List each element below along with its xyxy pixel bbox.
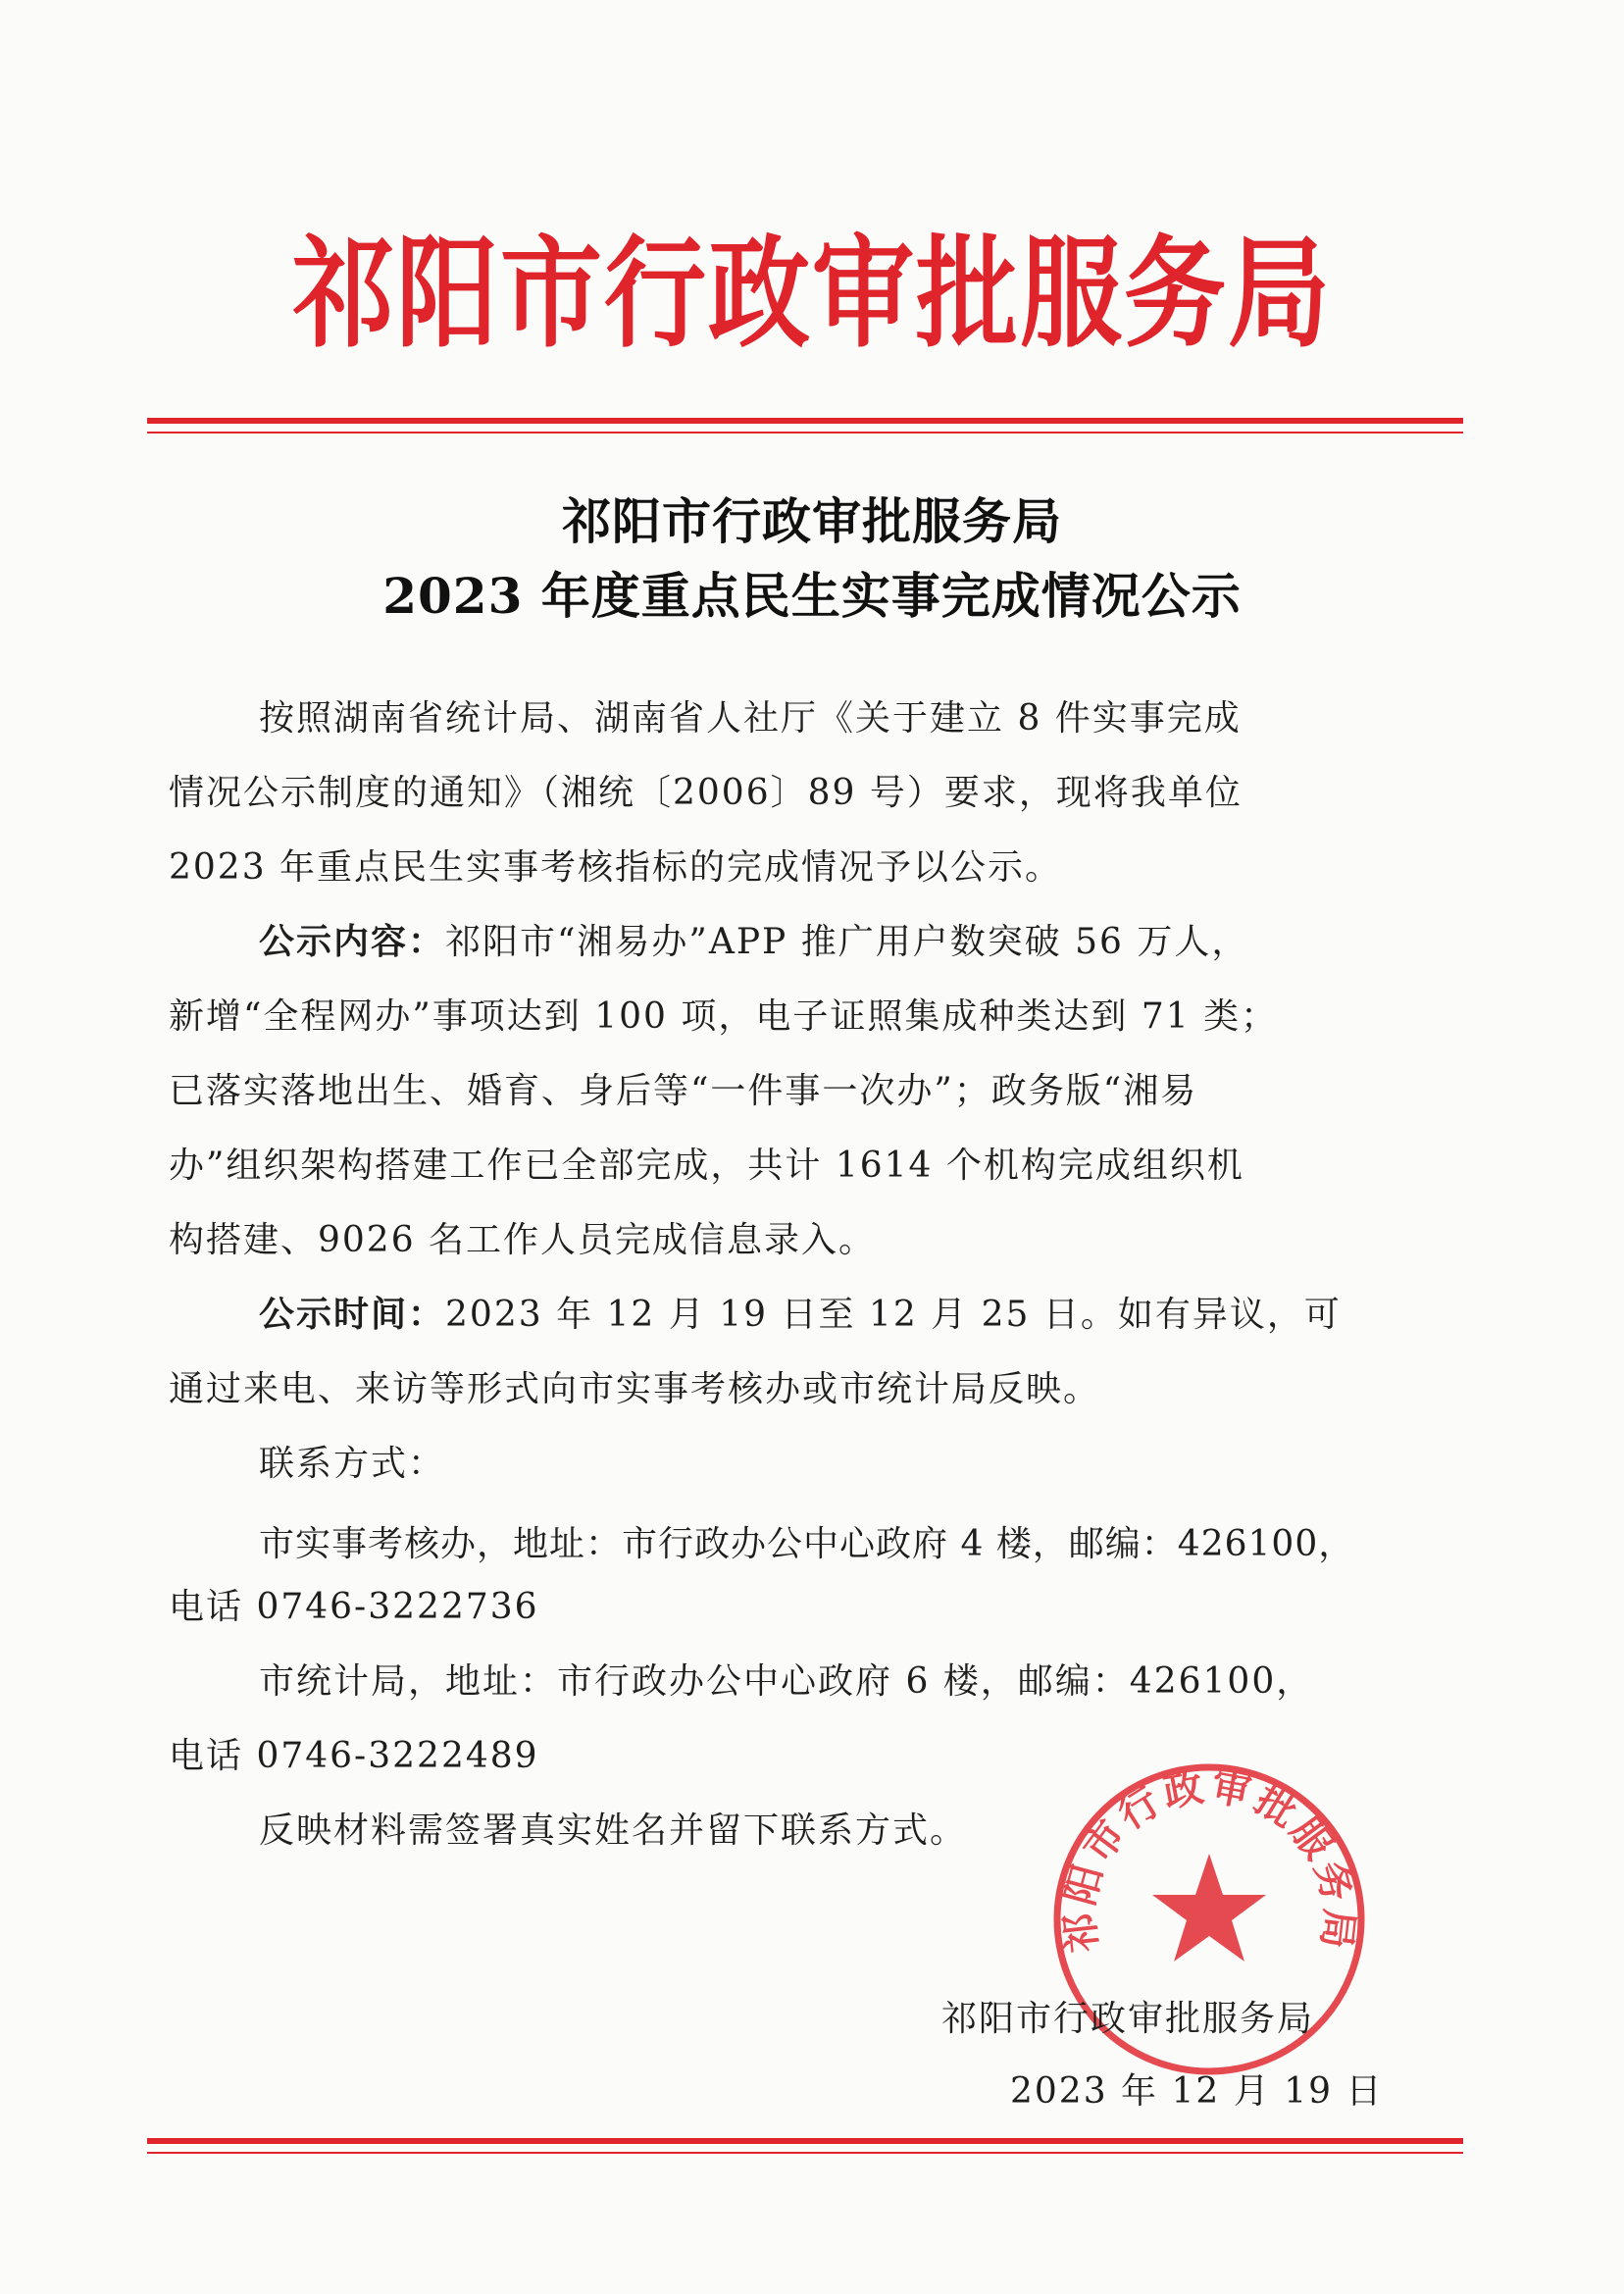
time-text-1: 2023 年 12 月 19 日至 12 月 25 日。如有异议，可 <box>445 1295 1342 1335</box>
intro-line-3: 2023 年重点民生实事考核指标的完成情况予以公示。 <box>169 847 1063 888</box>
doc-title-line2: 2023 年度重点民生实事完成情况公示 <box>382 567 1242 625</box>
intro-line-2: 情况公示制度的通知》（湘统〔2006〕89 号）要求，现将我单位 <box>169 773 1243 813</box>
content-line-4: 办”组织架构搭建工作已全部完成，共计 1614 个机构完成组织机 <box>169 1146 1244 1186</box>
contact1-line-1: 市实事考核办，地址：市行政办公中心政府 4 楼，邮编：426100， <box>259 1524 1355 1564</box>
signature-org: 祁阳市行政审批服务局 <box>941 1999 1315 2039</box>
doc-title-line1: 祁阳市行政审批服务局 <box>562 492 1062 550</box>
content-text-1: 祁阳市“湘易办”APP 推广用户数突破 56 万人， <box>445 922 1249 962</box>
time-first-line <box>259 1287 1342 1337</box>
footer-rule-thick <box>147 2138 1463 2144</box>
content-label: 公示内容： <box>259 921 446 962</box>
time-label: 公示时间： <box>259 1294 446 1335</box>
content-line-3: 已落实落地出生、婚育、身后等“一件事一次办”；政务版“湘易 <box>169 1071 1198 1111</box>
seal-text: 祁阳市行政审批服务局 <box>1056 1763 1362 1955</box>
contact2-line-1: 市统计局，地址：市行政办公中心政府 6 楼，邮编：426100， <box>259 1661 1314 1702</box>
signature-date: 2023 年 12 月 19 日 <box>1010 2071 1384 2112</box>
intro-line-1: 按照湖南省统计局、湖南省人社厅《关于建立 8 件实事完成 <box>259 698 1242 739</box>
seal-star-icon <box>1152 1854 1266 1962</box>
masthead-rule-thin <box>147 432 1463 433</box>
contact2-line-2: 电话 0746-3222489 <box>169 1736 539 1776</box>
masthead-title: 祁阳市行政审批服务局 <box>291 223 1332 365</box>
content-line-2: 新增“全程网办”事项达到 100 项，电子证照集成种类达到 71 类； <box>169 996 1279 1037</box>
footer-rule-thin <box>147 2152 1463 2154</box>
contact1-line-2: 电话 0746-3222736 <box>169 1587 539 1627</box>
content-line-5: 构搭建、9026 名工作人员完成信息录入。 <box>169 1220 877 1260</box>
time-line-2: 通过来电、来访等形式向市实事考核办或市统计局反映。 <box>169 1369 1101 1409</box>
closing-line: 反映材料需签署真实姓名并留下联系方式。 <box>259 1810 968 1851</box>
content-first-line <box>259 914 1248 964</box>
contact-heading: 联系方式： <box>259 1444 446 1484</box>
masthead-rule-thick <box>147 418 1463 424</box>
